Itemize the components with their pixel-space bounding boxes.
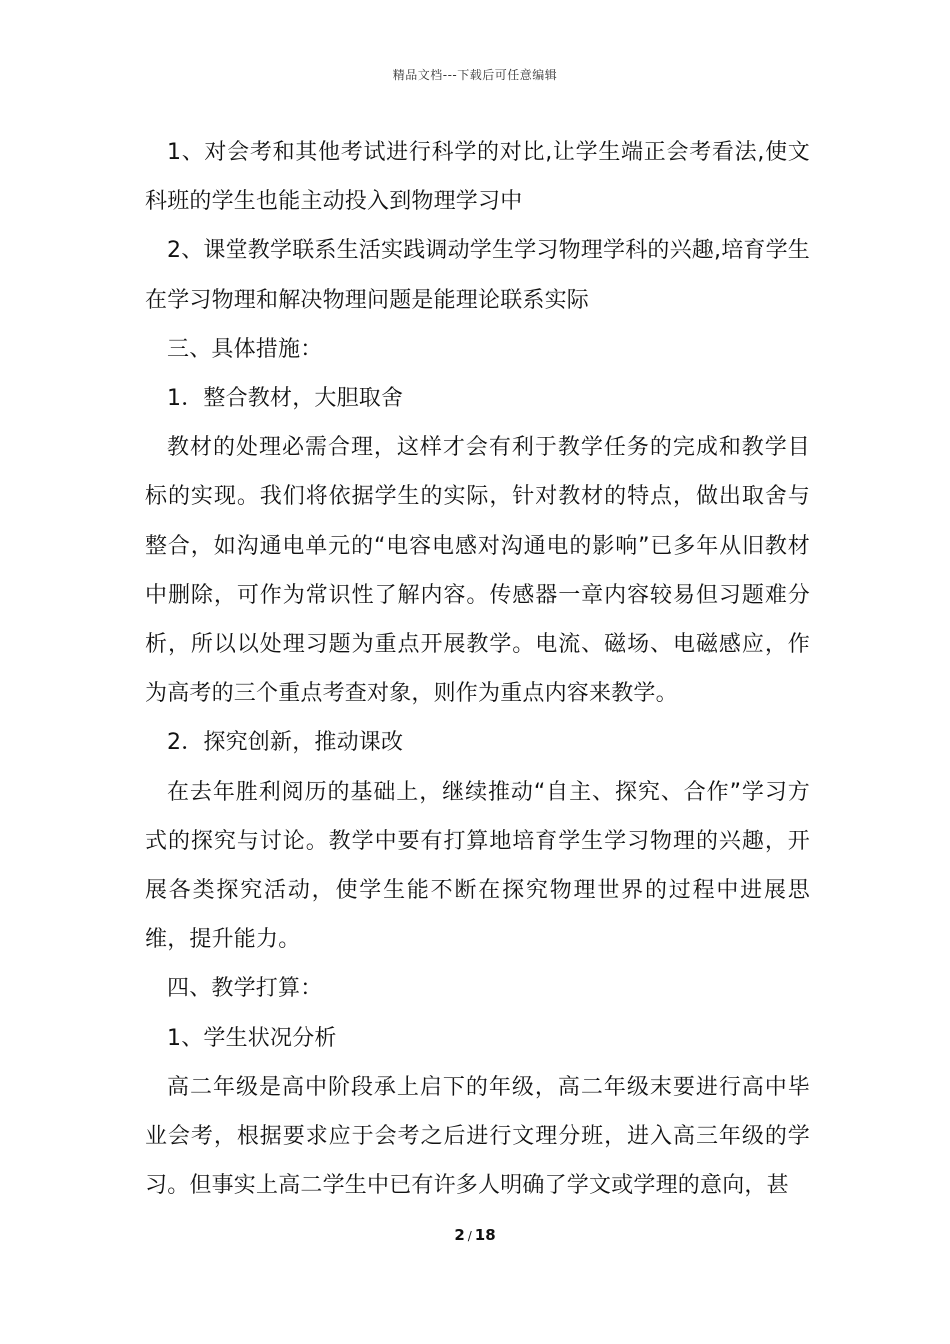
- document-body: [145, 128, 810, 1210]
- current-page: 2: [454, 1226, 465, 1244]
- subheading-2: 2．探究创新，推动课改: [167, 730, 404, 756]
- paragraph-2: 2、课堂教学联系生活实践调动学生学习物理学科的兴趣,培育学生在学习物理和解决物理问题是能理论联系实际: [145, 238, 810, 313]
- paragraph-textbook: 教材的处理必需合理，这样才会有利于教学任务的完成和教学目标的实现。我们将依据学生的实际，针对教材的特点，做出取舍与整合，如沟通电单元的“电容电感对沟通电的影响”已多年从旧教材中删除，可作为常识性了解内容。传感器一章内容较易但习题难分析，所以以处理习题为重点开展教学。电流、磁场、电磁感应，作为高考的三个重点考查对象，则作为重点内容来教学。: [145, 435, 810, 707]
- total-pages: 18: [474, 1226, 496, 1244]
- subheading-1: 1．整合教材，大胆取舍: [167, 386, 404, 412]
- subheading-student-analysis: 1、学生状况分析: [167, 1025, 337, 1051]
- page-separator: /: [467, 1229, 472, 1243]
- paragraph-1: 1、对会考和其他考试进行科学的对比,让学生端正会考看法,使文科班的学生也能主动投入到物理学习中: [145, 140, 810, 215]
- section-heading-3: 三、具体措施：: [167, 336, 323, 362]
- paragraph-inquiry: 在去年胜利阅历的基础上，继续推动“自主、探究、合作”学习方式的探究与讨论。教学中要有打算地培育学生学习物理的兴趣，开展各类探究活动，使学生能不断在探究物理世界的过程中进展思维，提升能力。: [145, 779, 810, 953]
- page-number: [0, 1226, 950, 1244]
- paragraph-student-analysis: 高二年级是高中阶段承上启下的年级，高二年级末要进行高中毕业会考，根据要求应于会考之后进行文理分班，进入高三年级的学习。但事实上高二学生中已有许多人明确了学文或学理的意向，甚: [145, 1074, 810, 1199]
- page-header: 精品文档---下载后可任意编辑: [392, 68, 558, 82]
- section-heading-4: 四、教学打算：: [167, 976, 323, 1002]
